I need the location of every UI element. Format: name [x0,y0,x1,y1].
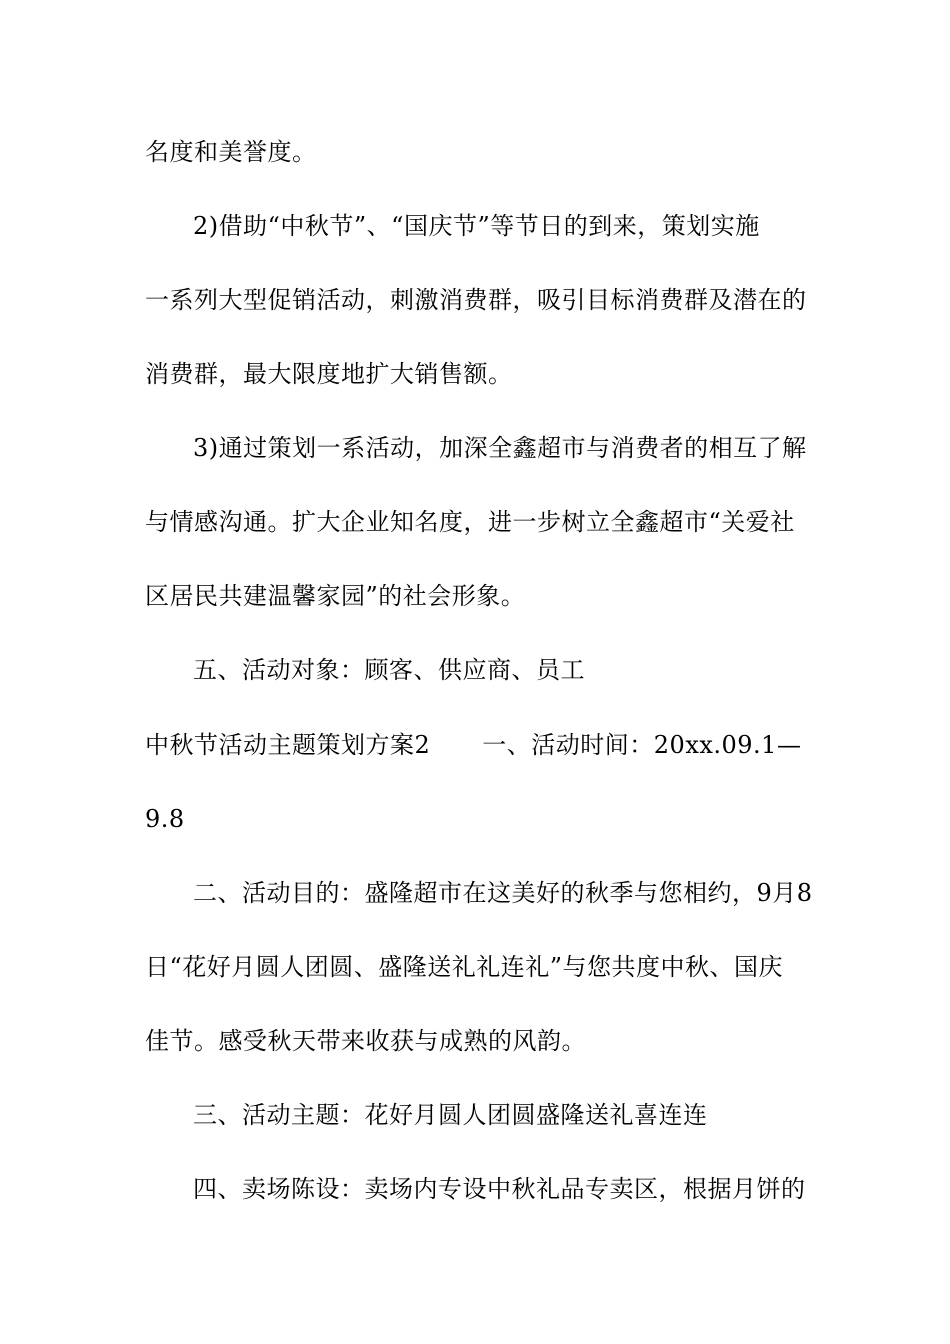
text-line: 2)借助“中秋节”、“国庆节”等节日的到来，策划实施 [193,212,760,240]
section-heading: 中秋节活动主题策划方案2 [145,731,431,759]
text-line: 3)通过策划一系活动，加深全鑫超市与消费者的相互了解 [193,434,807,462]
text-line: 五、活动对象：顾客、供应商、员工 [193,656,585,684]
text-line: 二、活动目的：盛隆超市在这美好的秋季与您相约，9月8 [193,879,813,907]
heading-line [145,729,801,761]
text-line: 一系列大型促销活动，刺激消费群，吸引目标消费群及潜在的 [145,286,807,314]
text-line: 日“花好月圆人团圆、盛隆送礼礼连礼”与您共度中秋、国庆 [145,953,784,981]
text-line: 区居民共建温馨家园”的社会形象。 [145,582,526,610]
text-line: 佳节。感受秋天带来收获与成熟的风韵。 [145,1027,586,1055]
text-line: 与情感沟通。扩大企业知名度，进一步树立全鑫超市“关爱社 [145,508,795,536]
text-line: 消费群，最大限度地扩大销售额。 [145,360,513,388]
text-line: 名度和美誉度。 [145,138,317,166]
text-line: 9.8 [145,805,185,833]
text-line: 一、活动时间：20xx.09.1— [482,731,802,759]
text-line: 四、卖场陈设：卖场内专设中秋礼品专卖区，根据月饼的 [193,1175,806,1203]
text-line: 三、活动主题：花好月圆人团圆盛隆送礼喜连连 [193,1101,708,1129]
